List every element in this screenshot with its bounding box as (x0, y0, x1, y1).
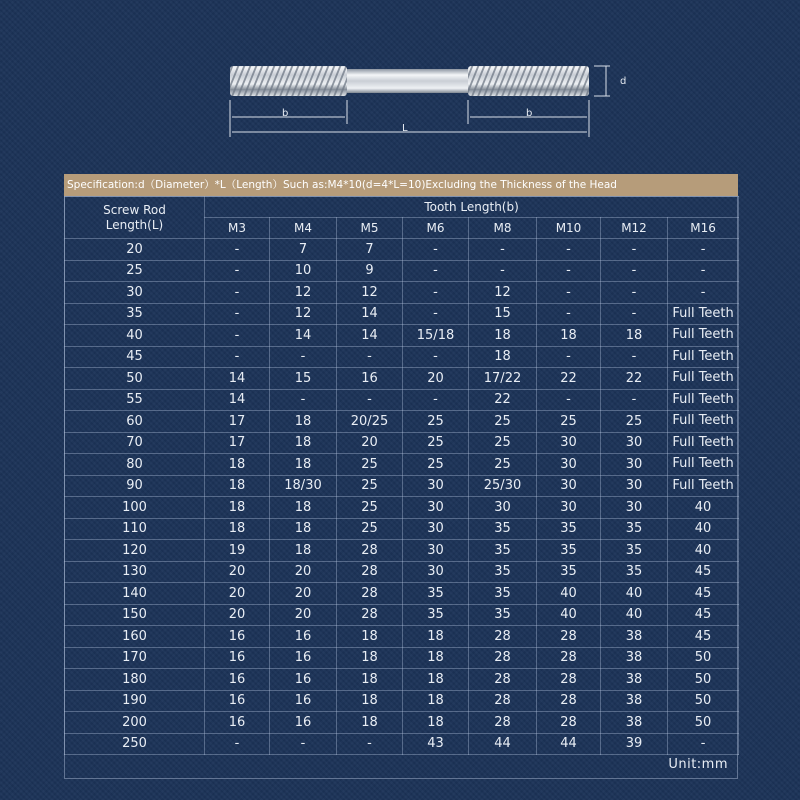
tooth-length-cell: 15 (469, 303, 537, 325)
tooth-length-cell: 18 (403, 690, 469, 712)
tooth-length-cell: 25 (403, 454, 469, 476)
tooth-length-cell: 16 (270, 669, 337, 691)
tooth-length-cell: - (205, 733, 270, 755)
tooth-length-cell: - (270, 346, 337, 368)
tooth-length-cell: 25 (403, 432, 469, 454)
tooth-length-cell: 35 (469, 583, 537, 605)
tooth-length-cell: 20 (270, 583, 337, 605)
tooth-length-cell: 35 (601, 518, 668, 540)
tooth-length-cell: 18 (403, 626, 469, 648)
tooth-length-cell: 30 (601, 454, 668, 476)
tooth-length-cell: Full Teeth (668, 389, 739, 411)
tooth-length-cell: 38 (601, 626, 668, 648)
table-row (65, 561, 739, 583)
tooth-length-cell: 40 (668, 497, 739, 519)
tooth-length-cell: - (403, 389, 469, 411)
tooth-length-cell: 17 (205, 411, 270, 433)
tooth-length-cell: - (337, 389, 403, 411)
tooth-length-cell: 50 (668, 690, 739, 712)
tooth-length-cell: 20 (205, 604, 270, 626)
tooth-length-cell: 28 (469, 669, 537, 691)
tooth-length-cell: 18 (469, 346, 537, 368)
tooth-length-cell: 45 (668, 583, 739, 605)
length-cell: 120 (65, 540, 205, 562)
tooth-length-cell: 18 (270, 518, 337, 540)
tooth-length-cell: - (205, 282, 270, 304)
tooth-length-cell: - (537, 239, 601, 261)
tooth-length-cell: 7 (337, 239, 403, 261)
tooth-length-cell: Full Teeth (668, 368, 739, 390)
tooth-length-cell: 30 (601, 475, 668, 497)
tooth-length-cell: 18 (205, 454, 270, 476)
tooth-length-cell: 18 (205, 497, 270, 519)
tooth-length-cell: 25 (337, 497, 403, 519)
tooth-length-cell: - (601, 239, 668, 261)
tooth-length-cell: 25 (537, 411, 601, 433)
tooth-length-cell: 25 (337, 454, 403, 476)
tooth-length-cell: 25 (403, 411, 469, 433)
diameter-dimension (594, 66, 610, 96)
tooth-length-cell: 35 (601, 540, 668, 562)
tooth-length-cell: 40 (601, 583, 668, 605)
tooth-length-cell: 45 (668, 604, 739, 626)
tooth-length-cell: 30 (537, 475, 601, 497)
length-cell: 60 (65, 411, 205, 433)
tooth-length-cell: - (668, 239, 739, 261)
tooth-length-cell: 30 (403, 518, 469, 540)
left-thread (230, 66, 347, 96)
tooth-length-cell: 35 (537, 540, 601, 562)
tooth-length-cell: 18 (270, 540, 337, 562)
tooth-length-cell: 25/30 (469, 475, 537, 497)
length-cell: 110 (65, 518, 205, 540)
tooth-length-cell: 28 (537, 690, 601, 712)
table-row (65, 325, 739, 347)
tooth-length-cell: - (537, 282, 601, 304)
length-cell: 160 (65, 626, 205, 648)
specification-banner: Specification:d（Diameter）*L（Length）Such as:M4*10(d=4*L=10)Excluding the Thickness of the Head (64, 174, 738, 196)
tooth-length-cell: - (668, 260, 739, 282)
tooth-length-cell: 16 (205, 712, 270, 734)
tooth-length-cell: - (601, 389, 668, 411)
tooth-length-cell: 50 (668, 669, 739, 691)
table-row (65, 454, 739, 476)
length-cell: 30 (65, 282, 205, 304)
tooth-length-cell: - (668, 733, 739, 755)
tooth-length-cell: 35 (537, 518, 601, 540)
tooth-length-cell: 30 (403, 497, 469, 519)
size-header: M16 (668, 218, 739, 239)
tooth-length-cell: 16 (270, 626, 337, 648)
length-cell: 140 (65, 583, 205, 605)
rod-shank (347, 69, 468, 93)
tooth-length-cell: 20 (205, 561, 270, 583)
tooth-length-cell: 16 (270, 712, 337, 734)
tooth-length-cell: 50 (668, 647, 739, 669)
tooth-length-cell: 35 (403, 583, 469, 605)
table-row (65, 411, 739, 433)
tooth-length-cell: Full Teeth (668, 325, 739, 347)
tooth-length-cell: 12 (337, 282, 403, 304)
tooth-length-cell: 18 (403, 669, 469, 691)
tooth-length-cell: 38 (601, 647, 668, 669)
table-row (65, 647, 739, 669)
tooth-length-cell: 16 (337, 368, 403, 390)
tooth-length-cell: 22 (469, 389, 537, 411)
table-row (65, 733, 739, 755)
tooth-length-cell: - (537, 389, 601, 411)
tooth-length-cell: 44 (469, 733, 537, 755)
tooth-length-cell: 18 (601, 325, 668, 347)
tooth-length-cell: Full Teeth (668, 346, 739, 368)
tooth-length-cell: 35 (469, 540, 537, 562)
tooth-length-cell: - (537, 346, 601, 368)
tooth-length-cell: 25 (337, 518, 403, 540)
tooth-length-cell: 28 (469, 647, 537, 669)
tooth-length-cell: 20 (337, 432, 403, 454)
tooth-length-cell: - (601, 346, 668, 368)
tooth-length-cell: - (205, 239, 270, 261)
tooth-length-cell: 45 (668, 561, 739, 583)
tooth-length-cell: - (537, 303, 601, 325)
table-row (65, 540, 739, 562)
tooth-length-cell: 28 (537, 669, 601, 691)
table-row (65, 368, 739, 390)
length-cell: 80 (65, 454, 205, 476)
length-cell: 250 (65, 733, 205, 755)
tooth-length-cell: 18 (205, 475, 270, 497)
table-row (65, 690, 739, 712)
tooth-length-cell: 18 (205, 518, 270, 540)
tooth-length-cell: 25 (469, 411, 537, 433)
tooth-length-cell: 40 (601, 604, 668, 626)
size-header: M6 (403, 218, 469, 239)
tooth-length-cell: 38 (601, 712, 668, 734)
tooth-length-cell: 22 (537, 368, 601, 390)
tooth-length-cell: 30 (537, 454, 601, 476)
tooth-length-cell: - (403, 303, 469, 325)
tooth-length-cell: 30 (403, 540, 469, 562)
table-row (65, 346, 739, 368)
tooth-length-cell: 18 (270, 454, 337, 476)
tooth-length-cell: 10 (270, 260, 337, 282)
tooth-length-cell: 19 (205, 540, 270, 562)
spec-table (64, 196, 739, 755)
size-header: M8 (469, 218, 537, 239)
tooth-length-cell: 18 (337, 669, 403, 691)
tooth-length-cell: 39 (601, 733, 668, 755)
tooth-length-cell: 40 (668, 540, 739, 562)
tooth-length-cell: 28 (337, 583, 403, 605)
tooth-length-cell: 40 (668, 518, 739, 540)
tooth-length-cell: 12 (469, 282, 537, 304)
tooth-length-cell: 18 (469, 325, 537, 347)
total-length-label: L (402, 123, 408, 134)
unit-label: Unit:mm (668, 757, 728, 772)
tooth-length-cell: 16 (205, 626, 270, 648)
tooth-length-cell: 18 (270, 411, 337, 433)
length-cell: 55 (65, 389, 205, 411)
tooth-length-cell: 43 (403, 733, 469, 755)
length-cell: 200 (65, 712, 205, 734)
tooth-length-cell: 18 (537, 325, 601, 347)
tooth-length-cell: 20 (205, 583, 270, 605)
tooth-length-cell: 9 (337, 260, 403, 282)
right-thread (468, 66, 589, 96)
tooth-length-cell: 17/22 (469, 368, 537, 390)
tooth-length-cell: 30 (537, 497, 601, 519)
tooth-length-cell: - (601, 260, 668, 282)
table-row (65, 389, 739, 411)
tooth-length-cell: 28 (469, 712, 537, 734)
table-row (65, 497, 739, 519)
tooth-length-cell: 30 (537, 432, 601, 454)
length-cell: 25 (65, 260, 205, 282)
tooth-length-cell: 38 (601, 669, 668, 691)
tooth-length-cell: 18 (403, 712, 469, 734)
tooth-length-cell: - (205, 260, 270, 282)
table-row (65, 712, 739, 734)
tooth-length-cell: - (270, 389, 337, 411)
tooth-length-cell: - (403, 346, 469, 368)
tooth-length-cell: 22 (601, 368, 668, 390)
tooth-length-cell: 14 (270, 325, 337, 347)
tooth-length-cell: Full Teeth (668, 432, 739, 454)
tooth-length-cell: - (403, 282, 469, 304)
table-row (65, 518, 739, 540)
tooth-length-cell: 38 (601, 690, 668, 712)
length-cell: 50 (65, 368, 205, 390)
tooth-length-cell: 16 (270, 647, 337, 669)
length-cell: 90 (65, 475, 205, 497)
tooth-length-cell: 15/18 (403, 325, 469, 347)
tooth-length-cell: 12 (270, 303, 337, 325)
tooth-length-cell: 14 (337, 325, 403, 347)
tooth-length-cell: - (469, 239, 537, 261)
table-row (65, 239, 739, 261)
tooth-length-cell: Full Teeth (668, 411, 739, 433)
size-header: M12 (601, 218, 668, 239)
tooth-length-cell: 35 (537, 561, 601, 583)
row-header: Screw Rod Length(L) (65, 197, 205, 239)
tooth-length-cell: 28 (469, 626, 537, 648)
tooth-length-cell: 35 (601, 561, 668, 583)
length-cell: 180 (65, 669, 205, 691)
tooth-length-cell: - (205, 303, 270, 325)
length-cell: 40 (65, 325, 205, 347)
tooth-length-cell: 18 (270, 432, 337, 454)
size-header: M5 (337, 218, 403, 239)
tooth-length-cell: 28 (537, 626, 601, 648)
tooth-length-cell: 18 (337, 647, 403, 669)
tooth-length-cell: - (337, 733, 403, 755)
tooth-length-cell: - (537, 260, 601, 282)
table-row (65, 260, 739, 282)
table-row (65, 303, 739, 325)
tooth-length-cell: 18/30 (270, 475, 337, 497)
tooth-length-cell: 18 (270, 497, 337, 519)
tooth-length-cell: 30 (403, 561, 469, 583)
tooth-length-cell: - (668, 282, 739, 304)
tooth-length-cell: 40 (537, 604, 601, 626)
tooth-length-cell: 30 (469, 497, 537, 519)
tooth-length-cell: 18 (403, 647, 469, 669)
tooth-length-cell: 20 (403, 368, 469, 390)
size-header: M4 (270, 218, 337, 239)
tooth-length-cell: 28 (337, 540, 403, 562)
length-cell: 130 (65, 561, 205, 583)
tooth-length-cell: 25 (469, 432, 537, 454)
tooth-length-cell: 14 (205, 368, 270, 390)
tooth-length-cell: 35 (403, 604, 469, 626)
length-cell: 45 (65, 346, 205, 368)
tooth-length-cell: 12 (270, 282, 337, 304)
length-cell: 190 (65, 690, 205, 712)
table-row (65, 669, 739, 691)
tooth-length-cell: 25 (601, 411, 668, 433)
tooth-length-cell: 28 (337, 604, 403, 626)
tooth-length-cell: 14 (337, 303, 403, 325)
tooth-length-cell: 40 (537, 583, 601, 605)
tooth-length-cell: 15 (270, 368, 337, 390)
table-row (65, 432, 739, 454)
length-cell: 20 (65, 239, 205, 261)
tooth-length-cell: 35 (469, 604, 537, 626)
thread-length-label-left: b (282, 108, 289, 119)
tooth-length-cell: 25 (337, 475, 403, 497)
tooth-length-cell: 16 (205, 669, 270, 691)
length-cell: 150 (65, 604, 205, 626)
tooth-length-cell: 18 (337, 690, 403, 712)
tooth-length-cell: - (403, 239, 469, 261)
tooth-length-cell: - (205, 325, 270, 347)
tooth-length-cell: - (469, 260, 537, 282)
tooth-length-cell: 50 (668, 712, 739, 734)
tooth-length-cell: 30 (601, 497, 668, 519)
tooth-length-cell: 18 (337, 712, 403, 734)
table-row (65, 282, 739, 304)
tooth-length-cell: 35 (469, 518, 537, 540)
tooth-length-cell: Full Teeth (668, 454, 739, 476)
tooth-length-cell: 20/25 (337, 411, 403, 433)
tooth-length-cell: - (403, 260, 469, 282)
tooth-length-cell: 20 (270, 604, 337, 626)
size-header: M10 (537, 218, 601, 239)
stud-bolt-diagram (0, 0, 800, 170)
tooth-length-cell: - (601, 303, 668, 325)
tooth-length-cell: 28 (337, 561, 403, 583)
length-cell: 35 (65, 303, 205, 325)
tooth-length-cell: 25 (469, 454, 537, 476)
tooth-length-cell: 16 (205, 647, 270, 669)
tooth-length-cell: Full Teeth (668, 475, 739, 497)
tooth-length-cell: 30 (403, 475, 469, 497)
tooth-length-cell: - (337, 346, 403, 368)
tooth-length-cell: 7 (270, 239, 337, 261)
tooth-length-cell: 44 (537, 733, 601, 755)
table-row (65, 475, 739, 497)
length-cell: 70 (65, 432, 205, 454)
tooth-length-cell: 14 (205, 389, 270, 411)
diameter-label: d (620, 76, 627, 87)
tooth-length-cell: 28 (469, 690, 537, 712)
tooth-length-cell: 20 (270, 561, 337, 583)
tooth-length-cell: - (270, 733, 337, 755)
tooth-length-cell: 18 (337, 626, 403, 648)
table-row (65, 626, 739, 648)
tooth-length-cell: - (601, 282, 668, 304)
tooth-length-cell: 28 (537, 647, 601, 669)
tooth-length-cell: 28 (537, 712, 601, 734)
table-row (65, 604, 739, 626)
tooth-length-cell: 30 (601, 432, 668, 454)
length-cell: 100 (65, 497, 205, 519)
length-cell: 170 (65, 647, 205, 669)
tooth-length-cell: - (205, 346, 270, 368)
tooth-length-cell: Full Teeth (668, 303, 739, 325)
table-row (65, 583, 739, 605)
column-group-header: Tooth Length(b) (205, 197, 739, 218)
size-header: M3 (205, 218, 270, 239)
tooth-length-cell: 45 (668, 626, 739, 648)
thread-length-label-right: b (526, 108, 533, 119)
tooth-length-cell: 16 (205, 690, 270, 712)
tooth-length-cell: 17 (205, 432, 270, 454)
tooth-length-cell: 16 (270, 690, 337, 712)
tooth-length-cell: 35 (469, 561, 537, 583)
